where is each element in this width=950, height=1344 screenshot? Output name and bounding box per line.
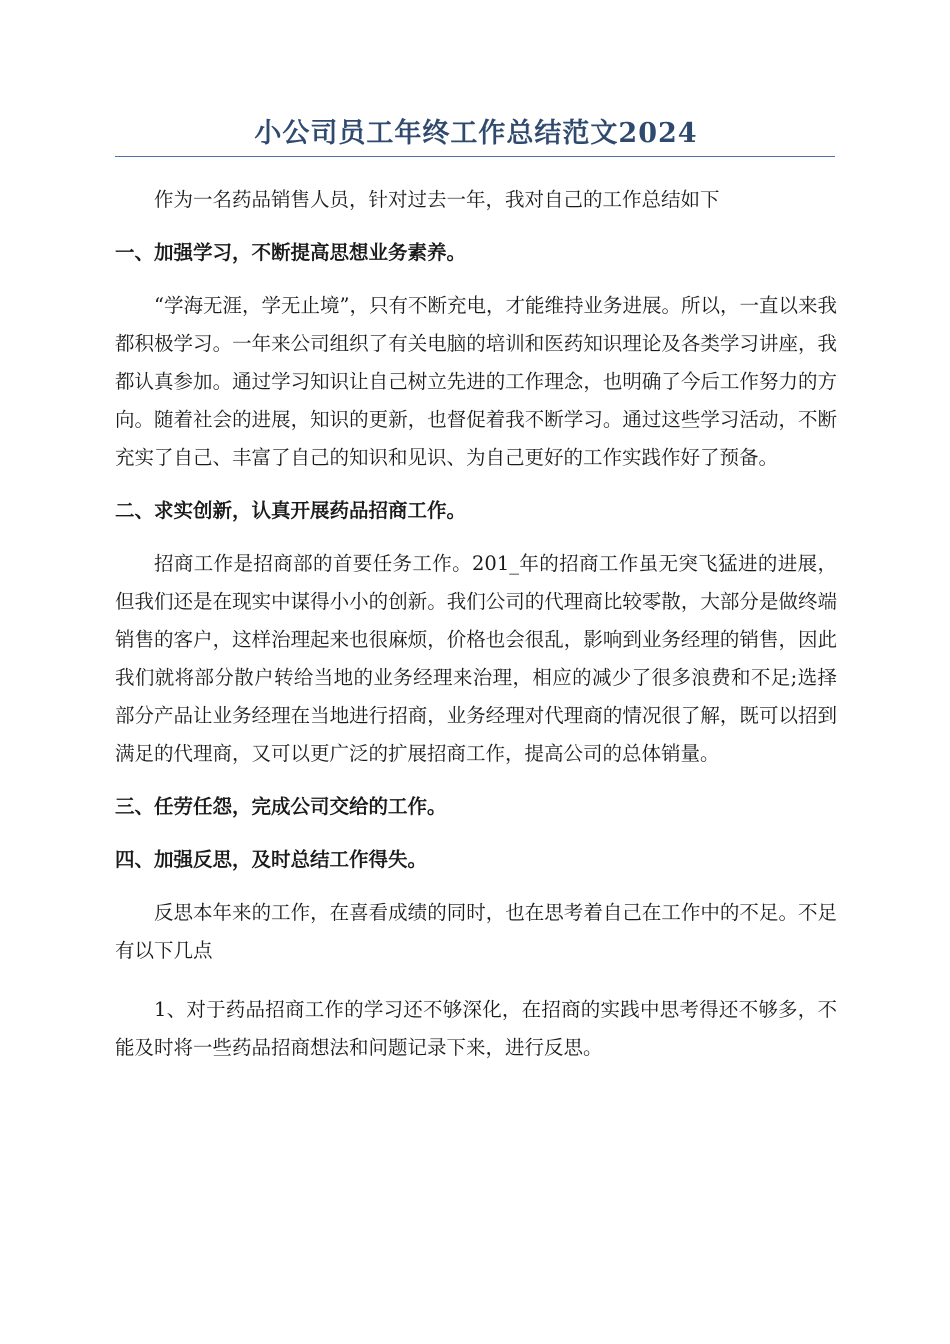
- section-4-list-item-1: 1、对于药品招商工作的学习还不够深化，在招商的实践中思考得还不够多，不能及时将一些药品招商想法和问题记录下来，进行反思。: [115, 998, 837, 1059]
- document-title: 小公司员工年终工作总结范文2024: [254, 118, 698, 149]
- section-3-heading: 三、任劳任怨，完成公司交给的工作。: [115, 795, 447, 818]
- section-4-paragraph: 反思本年来的工作，在喜看成绩的同时，也在思考着自己在工作中的不足。不足有以下几点: [115, 901, 837, 962]
- section-1-heading: 一、加强学习，不断提高思想业务素养。: [115, 241, 467, 264]
- intro-paragraph: 作为一名药品销售人员，针对过去一年，我对自己的工作总结如下: [154, 188, 720, 211]
- section-1-paragraph: “学海无涯，学无止境”，只有不断充电，才能维持业务进展。所以，一直以来我都积极学习。一年来公司组织了有关电脑的培训和医药知识理论及各类学习讲座，我都认真参加。通过学习知识让自己树立先进的工作理念，也明确了今后工作努力的方向。随着社会的进展，知识的更新，也督促着我不断学习。通过这些学习活动，不断充实了自己、丰富了自己的知识和见识、为自己更好的工作实践作好了预备。: [115, 294, 837, 469]
- title-underline: [115, 156, 835, 157]
- document-page: [115, 0, 837, 1067]
- section-4-heading: 四、加强反思，及时总结工作得失。: [115, 848, 428, 871]
- section-2-heading: 二、求实创新，认真开展药品招商工作。: [115, 499, 467, 522]
- section-2-paragraph: 招商工作是招商部的首要任务工作。201_年的招商工作虽无突飞猛进的进展，但我们还是在现实中谋得小小的创新。我们公司的代理商比较零散，大部分是做终端销售的客户，这样治理起来也很麻烦，价格也会很乱，影响到业务经理的销售，因此我们就将部分散户转给当地的业务经理来治理，相应的减少了很多浪费和不足;选择部分产品让业务经理在当地进行招商，业务经理对代理商的情况很了解，既可以招到满足的代理商，又可以更广泛的扩展招商工作，提高公司的总体销量。: [115, 552, 837, 765]
